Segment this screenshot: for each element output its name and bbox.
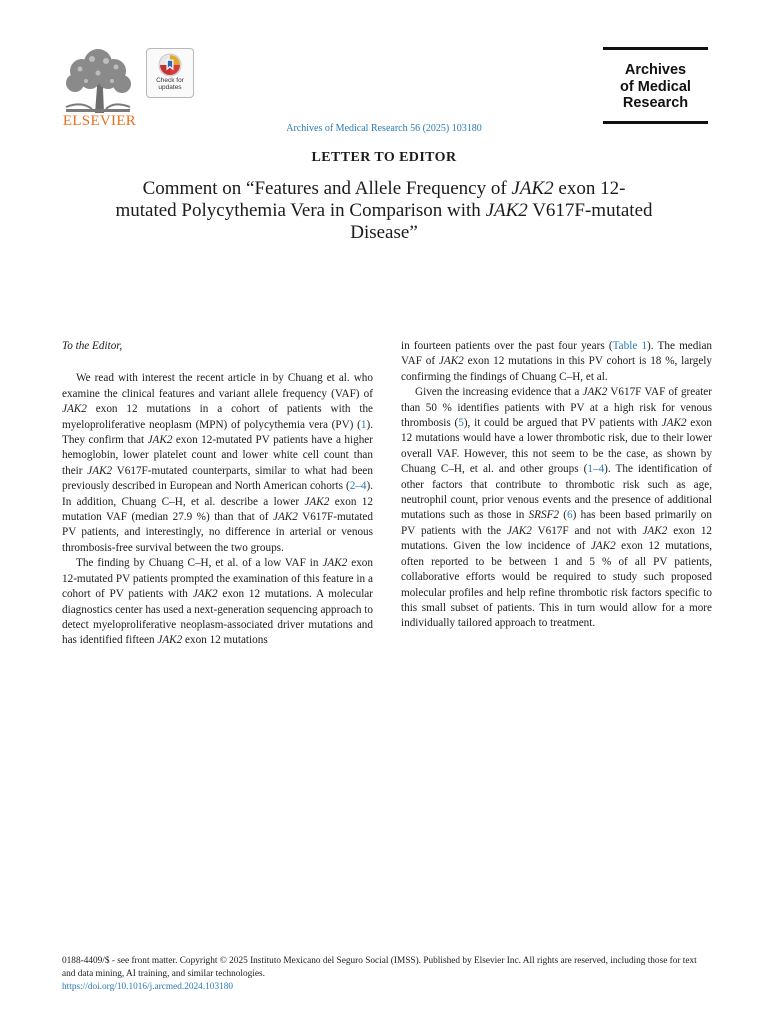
title-text: exon 12-mutated Polycythemia Vera in Comparison with xyxy=(115,178,626,221)
text-run: exon 12-mutated PV patients have a higher hemoglobin, lower platelet count and lower white cell count than their xyxy=(62,434,373,477)
salutation: To the Editor, xyxy=(62,340,123,352)
paragraph-1 xyxy=(62,371,373,556)
gene-name: JAK2 xyxy=(273,511,298,524)
title-text: V617F-mutated Disease” xyxy=(350,200,653,243)
text-run: exon 12 mutation VAF (median 27.9 %) than that of xyxy=(62,495,373,524)
text-run: exon 12-mutated PV patients prompted the examination of this feature in a cohort of PV patients with xyxy=(62,557,373,601)
text-run: exon 12 mutations. Given the low incidence of xyxy=(401,524,713,553)
check-badge-line2: updates xyxy=(158,84,182,91)
check-for-updates-badge[interactable] xyxy=(146,48,194,98)
reference-link[interactable]: 1 xyxy=(360,418,367,431)
gene-name: JAK2 xyxy=(304,495,330,508)
reference-link[interactable]: 2–4 xyxy=(349,480,367,493)
reference-link[interactable]: 6 xyxy=(567,509,573,522)
text-run: V617F-mutated PV patients, and interestingly, no difference in arterial or venous thrombosis-free survival between the two groups. xyxy=(62,511,373,554)
gene-name: JAK2 xyxy=(62,403,87,416)
journal-logo xyxy=(603,47,708,124)
title-text: Comment on “Features and Allele Frequency of xyxy=(142,178,512,199)
paragraph-2 xyxy=(62,556,373,648)
gene-name: JAK2 xyxy=(590,540,616,553)
text-run: ( xyxy=(559,509,568,522)
text-run: V617F and not with xyxy=(531,524,643,537)
text-run: ), it could be argued that PV patients with xyxy=(463,417,662,430)
gene-name: JAK2 xyxy=(485,200,528,221)
copyright-notice: 0188-4409/$ - see front matter. Copyright © 2025 Instituto Mexicano del Seguro Social (IMSS). Published by Elsevier Inc. All rights are reserved, including those for text and data mining, AI training, and similar technologies. xyxy=(62,956,697,979)
text-run: V617F-mutated counterparts, similar to what had been previously described in European and North American cohorts ( xyxy=(62,464,373,493)
body-column-left xyxy=(62,339,373,649)
text-run: Given the increasing evidence that a xyxy=(415,386,583,399)
text-run: ). They confirm that xyxy=(62,418,373,447)
journal-citation-link[interactable]: Archives of Medical Research 56 (2025) 103180 xyxy=(286,123,482,134)
gene-name: JAK2 xyxy=(157,634,183,647)
journal-logo-line: Research xyxy=(622,95,689,111)
gene-name: JAK2 xyxy=(661,417,687,430)
gene-name: JAK2 xyxy=(87,464,113,477)
reference-link[interactable]: 5 xyxy=(458,417,464,430)
text-run: exon 12 mutations. A molecular diagnostics center has used a next-generation sequencing approach to detect myeloproliferative neoplasm-associated driver mutations and has identified fifteen xyxy=(62,588,374,647)
gene-name: JAK2 xyxy=(582,386,608,399)
check-badge-line1: Check for xyxy=(156,77,184,84)
publisher-wordmark: ELSEVIER xyxy=(62,113,137,129)
gene-name: JAK2 xyxy=(506,524,532,537)
article-title xyxy=(114,178,654,244)
gene-name: JAK2 xyxy=(147,434,173,447)
journal-logo-line: Archives xyxy=(624,62,687,78)
table-link[interactable]: Table 1 xyxy=(612,340,648,352)
text-run: The finding by Chuang C–H, et al. of a low VAF in xyxy=(76,557,323,570)
text-run: exon 12 mutations would have a lower thrombotic risk, due to their lower overall VAF. However, this not seem to be the case, as shown by Chuang C–H, et al. and other groups ( xyxy=(401,417,713,476)
text-run: exon 12 mutations in this PV cohort is 18 %, largely confirming the findings of Chuang C–H, et al. xyxy=(401,355,713,383)
text-run: ). The median VAF of xyxy=(401,340,713,368)
text-run: in fourteen patients over the past four years ( xyxy=(401,340,613,352)
page-footer xyxy=(62,955,712,994)
text-run: exon 12 mutations, often reported to be between 1 and 5 % of all PV patients, collaborative efforts would be required to study such proposed molecular profiles and help refine thrombotic risk factors specific to this small subset of patients. This in turn would allow for a more individually tailored approach to treatment. xyxy=(401,540,712,630)
paragraph-2-continued xyxy=(401,339,712,385)
bookmark-ribbon-icon xyxy=(158,53,182,77)
reference-link[interactable]: 1–4 xyxy=(587,463,605,476)
gene-name: JAK2 xyxy=(192,588,218,601)
text-run: ) has been based primarily on PV patients with the xyxy=(401,509,712,537)
text-run: We read with interest the recent article in by Chuang et al. who examine the clinical features and variant allele frequency (VAF) of xyxy=(62,372,373,400)
gene-name: JAK2 xyxy=(322,557,348,570)
body-column-right xyxy=(401,339,712,632)
page-header xyxy=(0,0,768,140)
text-run: ). In addition, Chuang C–H, et al. describe a lower xyxy=(62,480,373,508)
text-run: exon 12 mutations in a cohort of patients with the myeloproliferative neoplasm (MPN) of polycythemia vera (PV) ( xyxy=(62,403,373,431)
section-label: LETTER TO EDITOR xyxy=(311,150,457,165)
journal-logo-line: of Medical xyxy=(620,78,691,95)
paragraph-3 xyxy=(401,385,712,632)
gene-name: JAK2 xyxy=(438,355,464,368)
gene-name: JAK2 xyxy=(511,178,554,199)
gene-name: SRSF2 xyxy=(528,509,560,522)
text-run: V617F VAF of greater than 50 % identifies patients with PV at a high risk for venous thrombosis ( xyxy=(401,386,712,430)
doi-link[interactable]: https://doi.org/10.1016/j.arcmed.2024.103180 xyxy=(62,982,234,992)
gene-name: JAK2 xyxy=(642,524,668,537)
elsevier-tree-logo xyxy=(62,47,134,113)
text-run: exon 12 mutations xyxy=(182,634,268,647)
text-run: ). The identification of other factors that contribute to thrombotic risk such as age, neutrophil count, prior venous events and the presence of additional mutations such as those in xyxy=(401,463,712,522)
